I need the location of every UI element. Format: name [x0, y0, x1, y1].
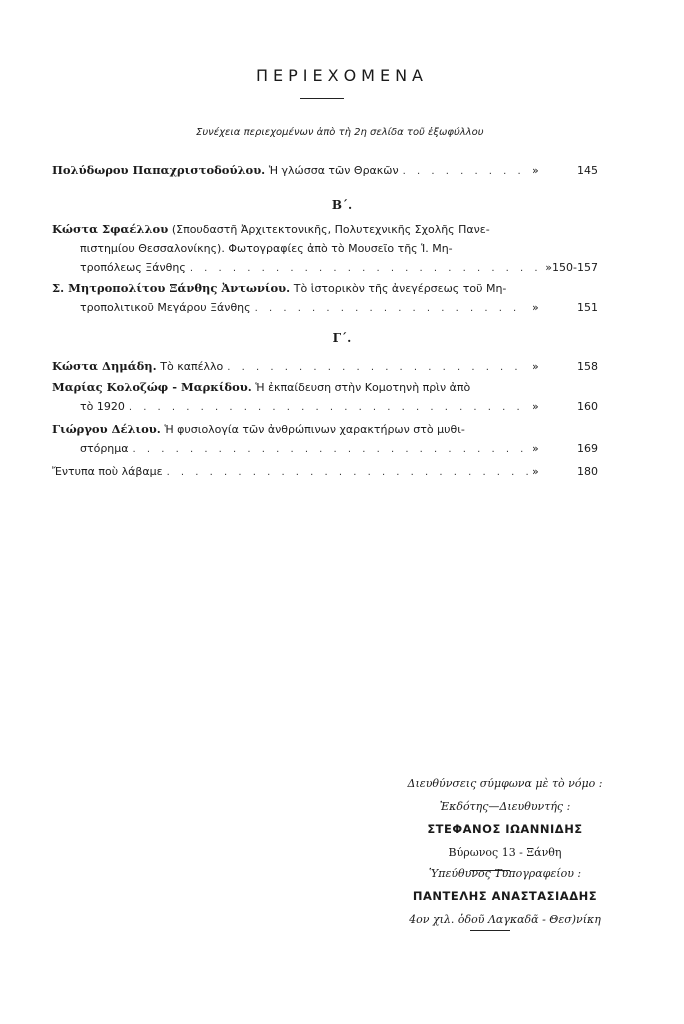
entry-author: Πολύδωρου Παπαχριστοδούλου.	[52, 163, 266, 177]
toc-entry-dimadi[interactable]	[52, 357, 598, 377]
entry-page-number: 145	[577, 164, 598, 177]
title-underline	[300, 98, 344, 99]
entry-title: Τὸ καπέλλο	[160, 360, 224, 373]
entry-title: Ἡ ἐκπαίδευση στὴν Κομοτηνὴ πρὶν ἀπὸ	[255, 381, 471, 394]
entry-author: Κώστα Δημάδη.	[52, 359, 157, 373]
entry-title-continued: πιστημίου Θεσσαλονίκης). Φωτογραφίες ἀπὸ τὸ Μουσεῖο τῆς Ἱ. Μη-	[80, 242, 453, 255]
ditto-marker: »	[545, 261, 553, 274]
ditto-marker: »	[532, 442, 539, 455]
toc-entry-kolozof-markidou[interactable]	[52, 378, 598, 417]
publisher-role-label: Ἐκδότης—Διευθυντής :	[439, 800, 571, 813]
printer-address: 4ον χιλ. ὁδοῦ Λαγκαδᾶ - Θεσ)νίκη	[409, 913, 601, 926]
publisher-info	[380, 772, 630, 864]
entry-author: Μαρίας Κολοζώφ - Μαρκίδου.	[52, 380, 252, 394]
entry-title: Τὸ ἱστορικὸν τῆς ἀνεγέρσεως τοῦ Μη-	[293, 282, 507, 295]
leader-dots	[129, 398, 528, 417]
entry-title-continued: τροπόλεως Ξάνθης	[80, 261, 186, 274]
leader-dots	[255, 299, 528, 318]
entry-title: Ἡ γλώσσα τῶν Θρακῶν	[268, 164, 399, 177]
entry-page-number: 180	[577, 465, 598, 478]
entry-page-number: 160	[577, 400, 598, 413]
footer-end-rule	[470, 930, 510, 931]
entry-author: Κώστα Σφαέλλου	[52, 222, 169, 236]
toc-entry-papachristodoulou[interactable]	[52, 161, 598, 181]
section-heading-b: Β΄.	[331, 198, 353, 212]
toc-entry-received-publications[interactable]	[52, 462, 598, 482]
leader-dots	[167, 463, 528, 482]
toc-entry-deliou[interactable]	[52, 420, 598, 459]
leader-dots	[190, 259, 541, 278]
ditto-marker: »	[532, 400, 539, 413]
legal-addresses-label: Διευθύνσεις σύμφωνα μὲ τὸ νόμο :	[407, 777, 603, 790]
entry-author: Σ. Μητροπολίτου Ξάνθης Ἀντωνίου.	[52, 281, 291, 295]
entry-page-number: 150-157	[552, 261, 598, 274]
printer-role-label: Ὑπεύθυνος Τυπογραφείου :	[428, 867, 582, 880]
entry-title: (Σπουδαστῆ Ἀρχιτεκτονικῆς, Πολυτεχνικῆς Σχολῆς Πανε-	[171, 223, 490, 236]
publisher-address: Βύρωνος 13 - Ξάνθη	[448, 846, 562, 859]
entry-page-number: 151	[577, 301, 598, 314]
ditto-marker: »	[532, 164, 539, 177]
ditto-marker: »	[532, 301, 539, 314]
entry-title: Ἡ φυσιολογία τῶν ἀνθρώπινων χαρακτήρων στὸ μυθι-	[164, 423, 465, 436]
leader-dots	[133, 440, 528, 459]
printer-name: ΠΑΝΤΕΛΗΣ ΑΝΑΣΤΑΣΙΑΔΗΣ	[412, 889, 598, 903]
page-title: ΠΕΡΙΕΧΟΜΕΝΑ	[256, 66, 428, 85]
entry-title: Ἔντυπα ποὺ λάβαμε	[52, 465, 163, 478]
entry-page-number: 158	[577, 360, 598, 373]
section-heading-c: Γ΄.	[332, 331, 352, 345]
printer-info	[380, 862, 630, 931]
entry-page-number: 169	[577, 442, 598, 455]
entry-author: Γιώργου Δέλιου.	[52, 422, 161, 436]
toc-entry-antoniou[interactable]	[52, 279, 598, 318]
leader-dots	[403, 162, 528, 181]
entry-title-continued: τροπολιτικοῦ Μεγάρου Ξάνθης	[80, 301, 251, 314]
leader-dots	[227, 358, 528, 377]
ditto-marker: »	[532, 465, 539, 478]
ditto-marker: »	[532, 360, 539, 373]
entry-title-continued: στόρημα	[80, 442, 129, 455]
publisher-name: ΣΤΕΦΑΝΟΣ ΙΩΑΝΝΙΔΗΣ	[427, 822, 583, 836]
entry-title-continued: τὸ 1920	[80, 400, 125, 413]
subtitle: Συνέχεια περιεχομένων ἀπὸ τὴ 2η σελίδα τοῦ ἐξωφύλλου	[196, 127, 484, 138]
toc-entry-sfaellou[interactable]	[52, 220, 598, 278]
